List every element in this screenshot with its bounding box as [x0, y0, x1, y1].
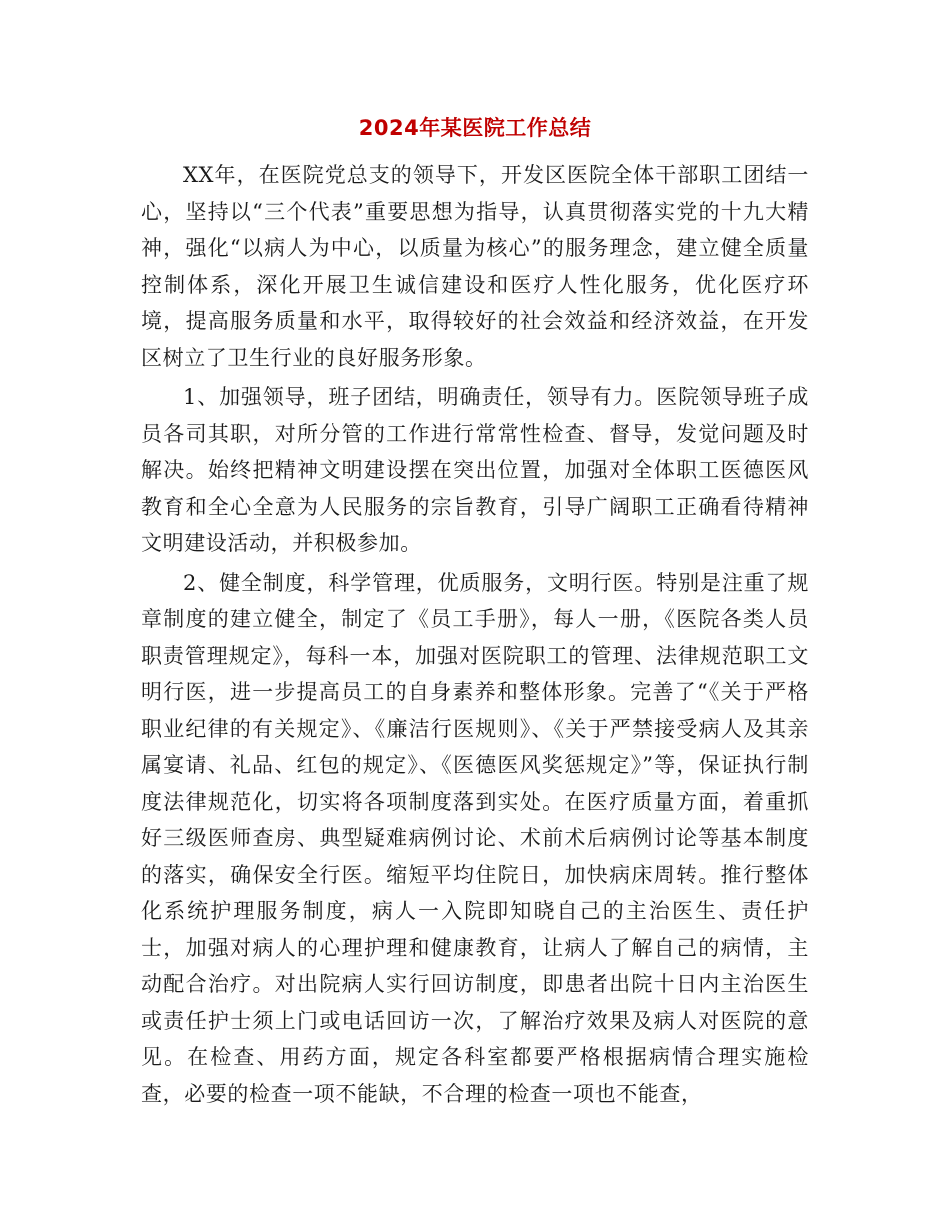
document-title: 2024年某医院工作总结: [358, 116, 592, 140]
document-body: [141, 157, 809, 1115]
paragraph-intro: XX年，在医院党总支的领导下，开发区医院全体干部职工团结一心，坚持以“三个代表”重要思想为指导，认真贯彻落实党的十九大精神，强化“以病人为中心，以质量为核心”的服务理念，建立健全质量控制体系，深化开展卫生诚信建设和医疗人性化服务，优化医疗环境，提高服务质量和水平，取得较好的社会效益和经济效益，在开发区树立了卫生行业的良好服务形象。: [141, 163, 809, 370]
paragraph-leadership: 1、加强领导，班子团结，明确责任，领导有力。医院领导班子成员各司其职，对所分管的工作进行常常性检查、督导，发觉问题及时解决。始终把精神文明建设摆在突出位置，加强对全体职工医德医风教育和全心全意为人民服务的宗旨教育，引导广阔职工正确看待精神文明建设活动，并积极参加。: [141, 385, 809, 555]
paragraph-regulations: 2、健全制度，科学管理，优质服务，文明行医。特别是注重了规章制度的建立健全，制定了《员工手册》，每人一册，《医院各类人员职责管理规定》，每科一本，加强对医院职工的管理、法律规范职工文明行医，进一步提高员工的自身素养和整体形象。完善了“《关于严格职业纪律的有关规定》、《廉洁行医规则》、《关于严禁接受病人及其亲属宴请、礼品、红包的规定》、《医德医风奖惩规定》”等，保证执行制度法律规范化，切实将各项制度落到实处。在医疗质量方面，着重抓好三级医师查房、典型疑难病例讨论、术前术后病例讨论等基本制度的落实，确保安全行医。缩短平均住院日，加快病床周转。推行整体化系统护理服务制度，病人一入院即知晓自己的主治医生、责任护士，加强对病人的心理护理和健康教育，让病人了解自己的病情，主动配合治疗。对出院病人实行回访制度，即患者出院十日内主治医生或责任护士须上门或电话回访一次，了解治疗效果及病人对医院的意见。在检查、用药方面，规定各科室都要严格根据病情合理实施检查，必要的检查一项不能缺，不合理的检查一项也不能查，: [141, 570, 809, 1106]
